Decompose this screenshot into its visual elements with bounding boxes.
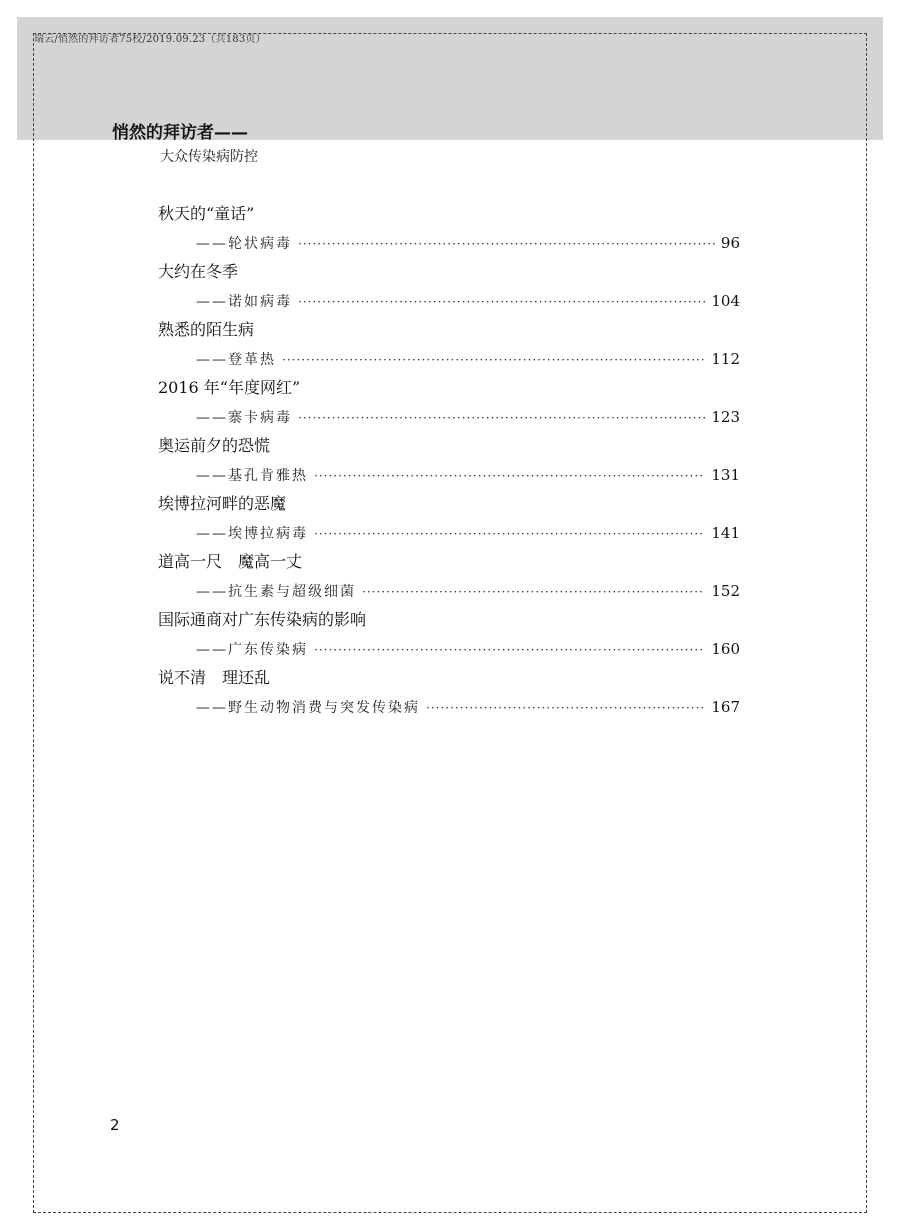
toc-entry-title: 说不清 理还乱 [158, 668, 271, 687]
toc-entry-page: 96 [720, 234, 740, 252]
toc-entry-subtitle: ——野生动物消费与突发传染病 [196, 700, 420, 716]
toc-entry-subtitle: ——广东传染病 [196, 642, 308, 658]
toc-entry-title: 秋天的“童话” [158, 204, 255, 223]
toc-entry-page: 141 [711, 524, 740, 542]
toc-entry[interactable] [158, 374, 740, 432]
dot-leader [314, 519, 705, 549]
dot-leader [362, 577, 705, 607]
toc-entry-page: 167 [711, 698, 740, 716]
toc-entry-subtitle: ——轮状病毒 [196, 236, 292, 252]
toc-entry-line [158, 634, 740, 664]
toc-entry-title: 道高一尺 魔高一丈 [158, 552, 303, 571]
toc-entry-subtitle: ——埃博拉病毒 [196, 526, 308, 542]
toc-entry-title: 国际通商对广东传染病的影响 [158, 610, 367, 629]
page-number: 2 [110, 1116, 120, 1134]
toc-entry-subtitle: ——寨卡病毒 [196, 410, 292, 426]
toc-entry-title: 大约在冬季 [158, 262, 239, 281]
dot-leader [298, 403, 705, 433]
print-slug: 瑞云/悄然的拜访者75校/2019.09.23（共183页） [34, 34, 266, 45]
toc-entry-subtitle: ——抗生素与超级细菌 [196, 584, 356, 600]
toc-entry-title: 埃博拉河畔的恶魔 [158, 494, 287, 513]
toc-entry-line [158, 460, 740, 490]
toc-entry[interactable] [158, 200, 740, 258]
toc-entry-page: 123 [711, 408, 740, 426]
toc-entry-page: 152 [711, 582, 740, 600]
dot-leader [298, 287, 705, 317]
toc-entry-line [158, 402, 740, 432]
toc-entry-line [158, 344, 740, 374]
toc-entry-line [158, 518, 740, 548]
toc-entry-subtitle: ——基孔肯雅热 [196, 468, 308, 484]
dot-leader [282, 345, 705, 375]
toc-entry-title: 2016 年“年度网红” [158, 378, 301, 397]
toc-entry-page: 131 [711, 466, 740, 484]
toc-entry-line [158, 228, 740, 258]
toc-entry-title: 奥运前夕的恐慌 [158, 436, 271, 455]
toc-entry-subtitle: ——诺如病毒 [196, 294, 292, 310]
toc-entry[interactable] [158, 606, 740, 664]
toc-entry[interactable] [158, 664, 740, 722]
book-title: 悄然的拜访者—— [112, 123, 248, 143]
dot-leader [314, 635, 705, 665]
toc-entry-line [158, 692, 740, 722]
toc-entry-subtitle: ——登革热 [196, 352, 276, 368]
toc-entry[interactable] [158, 432, 740, 490]
toc-entry-page: 160 [711, 640, 740, 658]
book-subtitle: 大众传染病防控 [160, 149, 258, 165]
toc-entry-line [158, 576, 740, 606]
toc-entry-title: 熟悉的陌生病 [158, 320, 255, 339]
toc-entry-line [158, 286, 740, 316]
dot-leader [314, 461, 705, 491]
dot-leader [298, 229, 715, 259]
dot-leader [426, 693, 705, 723]
toc-entry[interactable] [158, 490, 740, 548]
toc-entry[interactable] [158, 258, 740, 316]
toc-entry[interactable] [158, 316, 740, 374]
toc-entry-page: 104 [711, 292, 740, 310]
toc-entry-page: 112 [711, 350, 740, 368]
toc-entry[interactable] [158, 548, 740, 606]
table-of-contents [158, 200, 740, 722]
